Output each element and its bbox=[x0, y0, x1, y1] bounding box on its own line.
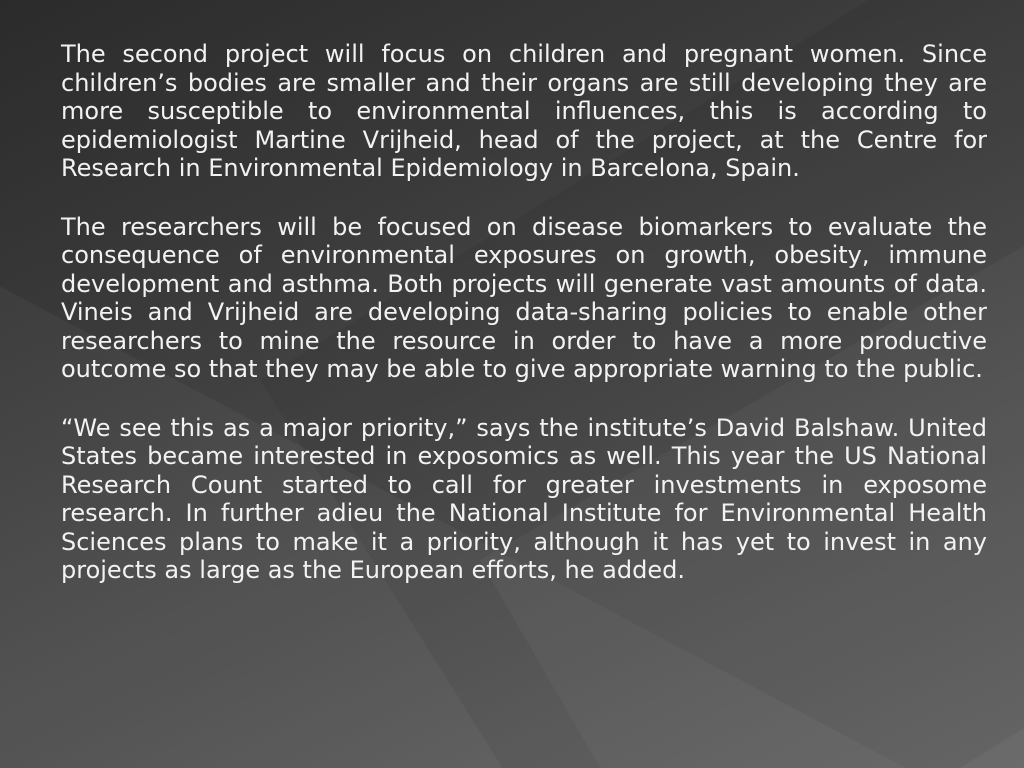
paragraph-2: The researchers will be focused on disease biomarkers to evaluate the consequence of environmental exposures on growth, obesity, immune development and asthma. Both projects will generate vast amounts of data. Vineis and Vrijheid are developing data-sharing policies to enable other researchers to mine the resource in order to have a more productive outcome so that they may be able to give appropriate warning to the public. bbox=[61, 212, 987, 383]
paragraph-1: The second project will focus on children and pregnant women. Since children’s bodies are smaller and their organs are still developing they are more susceptible to environmental influences, this is according to epidemiologist Martine Vrijheid, head of the project, at the Centre for Research in Environmental Epidemiology in Barcelona, Spain. bbox=[61, 40, 987, 182]
paragraph-3: “We see this as a major priority,” says the institute’s David Balshaw. United States became interested in exposomics as well. This year the US National Research Count started to call for greater investments in exposome research. In further adieu the National Institute for Environmental Health Sciences plans to make it a priority, although it has yet to invest in any projects as large as the European efforts, he added. bbox=[61, 413, 987, 584]
slide-body bbox=[61, 40, 987, 585]
